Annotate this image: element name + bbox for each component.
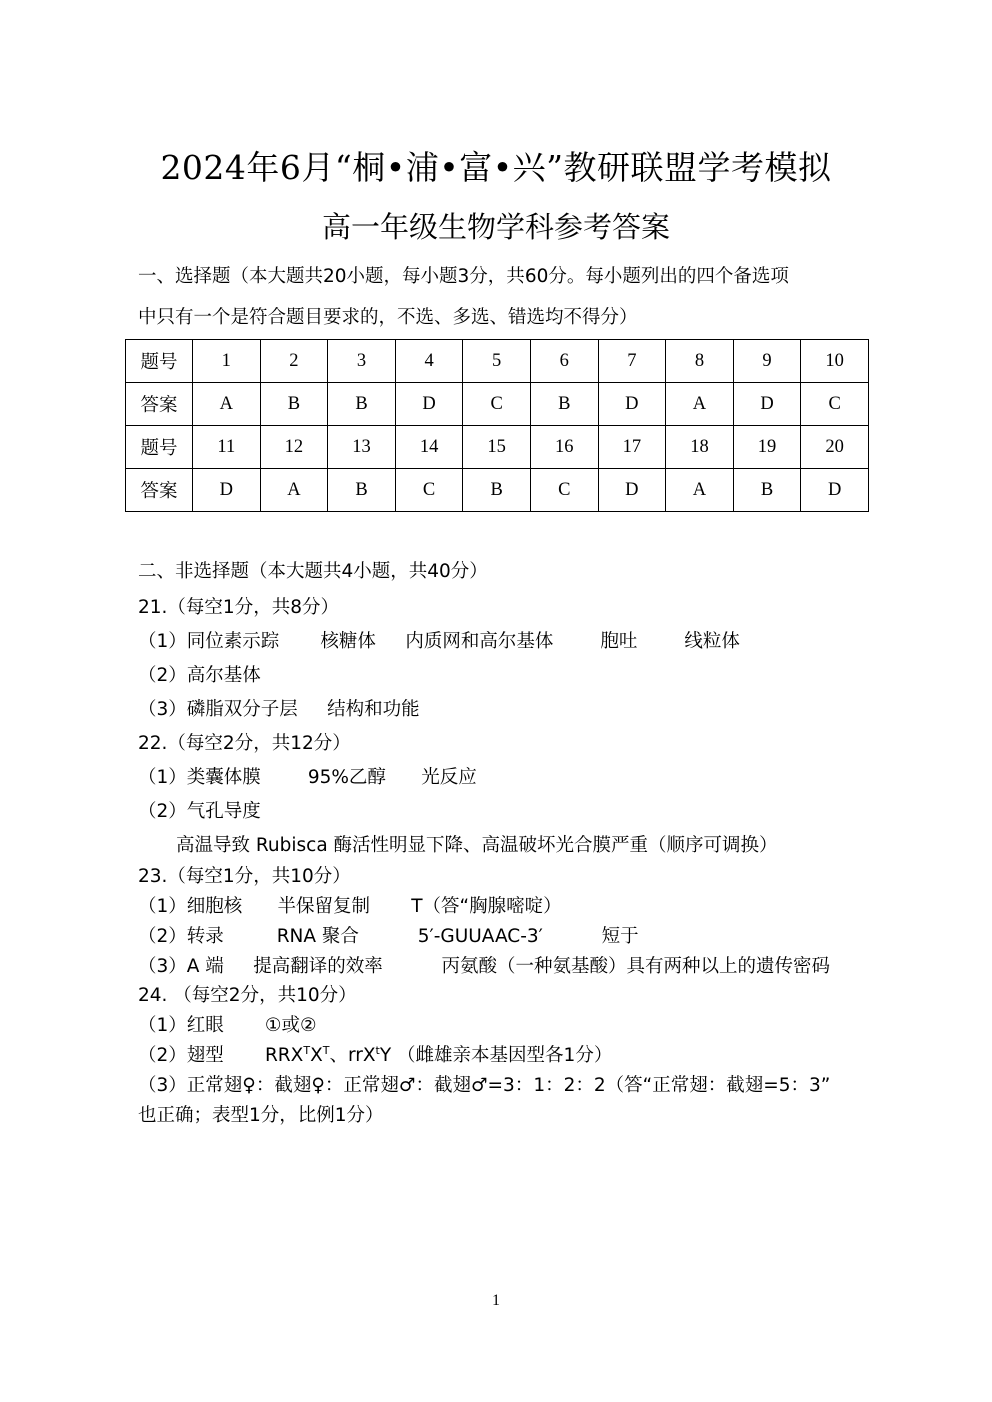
table-cell: 17	[598, 426, 666, 469]
table-cell: B	[733, 469, 801, 512]
q22-answer-2: （2）气孔导度	[138, 801, 261, 822]
table-cell: 2	[260, 340, 328, 383]
q24-answer-1: （1）红眼 ①或②	[138, 1015, 317, 1036]
table-cell: 12	[260, 426, 328, 469]
q21-heading: 21.（每空1分，共8分）	[138, 597, 339, 618]
page-number: 1	[492, 1292, 500, 1309]
q24-answer-2	[138, 1043, 612, 1069]
q22-answer-2b: 高温导致 Rubisca 酶活性明显下降、高温破坏光合膜严重（顺序可调换）	[176, 835, 778, 856]
table-cell: D	[801, 469, 869, 512]
table-row	[126, 340, 869, 383]
q22-answer-1: （1）类囊体膜 95%乙醇 光反应	[138, 767, 477, 788]
table-cell: 9	[733, 340, 801, 383]
q24-heading: 24. （每空2分，共10分）	[138, 985, 357, 1006]
table-row	[126, 469, 869, 512]
table-cell: C	[463, 383, 531, 426]
genotype-text: RRX	[264, 1045, 304, 1066]
allele-superscript: t	[375, 1043, 380, 1057]
q23-heading: 23.（每空1分，共10分）	[138, 866, 351, 887]
row-label: 题号	[126, 426, 193, 469]
q23-answer-1: （1）细胞核 半保留复制 T（答“胸腺嘧啶）	[138, 896, 562, 917]
table-cell: D	[193, 469, 261, 512]
q23-answer-3: （3）A 端 提高翻译的效率 丙氨酸（一种氨基酸）具有两种以上的遗传密码	[138, 956, 831, 977]
document-subtitle: 高一年级生物学科参考答案	[321, 210, 670, 244]
genotype-text: X	[310, 1045, 323, 1066]
q23-answer-2: （2）转录 RNA 聚合 5′-GUUAAC-3′ 短于	[138, 926, 639, 947]
row-label: 答案	[126, 383, 193, 426]
q21-answer-3: （3）磷脂双分子层 结构和功能	[138, 699, 420, 720]
table-cell: C	[530, 469, 598, 512]
table-cell: B	[463, 469, 531, 512]
table-row	[126, 383, 869, 426]
table-cell: 16	[530, 426, 598, 469]
q21-answer-2: （2）高尔基体	[138, 665, 261, 686]
table-row	[126, 426, 869, 469]
table-cell: A	[260, 469, 328, 512]
table-cell: D	[733, 383, 801, 426]
table-cell: 7	[598, 340, 666, 383]
genotype-text: 、rrX	[329, 1045, 376, 1066]
table-cell: D	[598, 383, 666, 426]
genotype-tail: Y （雌雄亲本基因型各1分）	[379, 1045, 613, 1066]
q24-answer-2-prefix: （2）翅型	[138, 1045, 265, 1066]
table-cell: D	[395, 383, 463, 426]
table-cell: 5	[463, 340, 531, 383]
table-cell: 4	[395, 340, 463, 383]
q24-answer-3b: 也正确；表型1分，比例1分）	[138, 1105, 384, 1126]
table-cell: 19	[733, 426, 801, 469]
allele-superscript: T	[322, 1043, 330, 1057]
row-label: 题号	[126, 340, 193, 383]
table-cell: D	[598, 469, 666, 512]
table-cell: B	[328, 469, 396, 512]
section1-instructions-line2: 中只有一个是符合题目要求的，不选、多选、错选均不得分）	[138, 307, 638, 328]
table-cell: 14	[395, 426, 463, 469]
q22-heading: 22.（每空2分，共12分）	[138, 733, 351, 754]
table-cell: 1	[193, 340, 261, 383]
q21-answer-1: （1）同位素示踪 核糖体 内质网和高尔基体 胞吐 线粒体	[138, 631, 740, 652]
table-cell: 11	[193, 426, 261, 469]
table-cell: B	[530, 383, 598, 426]
section2-heading: 二、非选择题（本大题共4小题，共40分）	[138, 561, 488, 582]
table-cell: B	[260, 383, 328, 426]
q24-answer-3: （3）正常翅♀：截翅♀：正常翅♂：截翅♂=3：1：2：2（答“正常翅：截翅=5：3”	[138, 1075, 831, 1096]
table-cell: A	[666, 383, 734, 426]
answer-table	[125, 339, 869, 512]
table-cell: B	[328, 383, 396, 426]
table-cell: 10	[801, 340, 869, 383]
table-cell: 20	[801, 426, 869, 469]
table-cell: 3	[328, 340, 396, 383]
allele-superscript: T	[303, 1043, 311, 1057]
document-title: 2024年6月“桐•浦•富•兴”教研联盟学考模拟	[160, 148, 832, 187]
table-cell: 6	[530, 340, 598, 383]
table-cell: 8	[666, 340, 734, 383]
table-cell: 15	[463, 426, 531, 469]
table-cell: C	[395, 469, 463, 512]
table-cell: 13	[328, 426, 396, 469]
table-cell: C	[801, 383, 869, 426]
table-cell: 18	[666, 426, 734, 469]
row-label: 答案	[126, 469, 193, 512]
section1-instructions-line1: 一、选择题（本大题共20小题，每小题3分，共60分。每小题列出的四个备选项	[138, 266, 789, 287]
table-cell: A	[193, 383, 261, 426]
table-cell: A	[666, 469, 734, 512]
